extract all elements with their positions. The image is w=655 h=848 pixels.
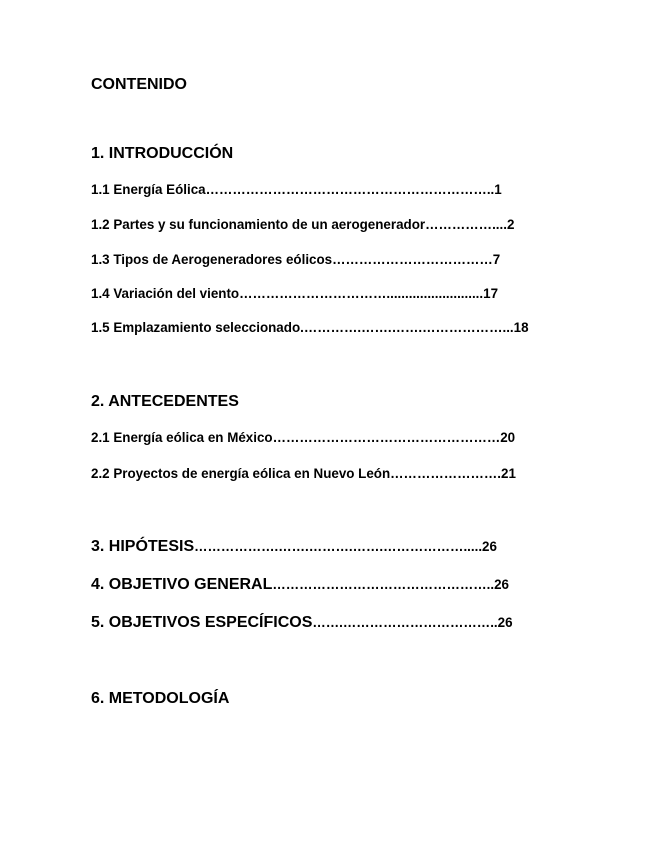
page-title: CONTENIDO bbox=[91, 76, 187, 93]
section-heading-antecedentes: 2. ANTECEDENTES bbox=[91, 393, 239, 410]
toc-item-partes-aerogenerador: 1.2 Partes y su funcionamiento de un aerogenerador……………....2 bbox=[91, 217, 515, 232]
toc-item-proyectos-nuevo-leon: 2.2 Proyectos de energía eólica en Nuevo León…………………….21 bbox=[91, 466, 516, 481]
toc-item-tipos-aerogeneradores: 1.3 Tipos de Aerogeneradores eólicos………………………………7 bbox=[91, 252, 501, 267]
entry-label: 3. HIPÓTESIS bbox=[91, 538, 195, 555]
entry-dots: …….…………………………….. bbox=[312, 615, 498, 630]
entry-label: 4. OBJETIVO GENERAL bbox=[91, 576, 273, 593]
toc-entry-objetivo-general bbox=[91, 576, 509, 594]
entry-page: 26 bbox=[494, 577, 509, 592]
toc-item-emplazamiento: 1.5 Emplazamiento seleccionado.………….…….…….………………...18 bbox=[91, 320, 529, 335]
entry-page: 26 bbox=[482, 539, 497, 554]
entry-label: 5. OBJETIVOS ESPECÍFICOS bbox=[91, 614, 313, 631]
section-heading-introduccion: 1. INTRODUCCIÓN bbox=[91, 145, 234, 162]
entry-dots: ………………………………………….. bbox=[272, 577, 495, 592]
toc-entry-hipotesis bbox=[91, 538, 497, 556]
toc-item-energia-eolica: 1.1 Energía Eólica………………………………………………………..1 bbox=[91, 182, 502, 197]
section-heading-metodologia: 6. METODOLOGÍA bbox=[91, 690, 230, 707]
toc-item-variacion-viento: 1.4 Variación del viento……………………………..........................17 bbox=[91, 286, 499, 301]
entry-dots: ……………….…….……….…….………………..... bbox=[194, 539, 483, 554]
toc-entry-objetivos-especificos bbox=[91, 614, 513, 632]
entry-page: 26 bbox=[497, 615, 513, 630]
toc-item-energia-eolica-mexico: 2.1 Energía eólica en México……………………………………………20 bbox=[91, 430, 516, 445]
